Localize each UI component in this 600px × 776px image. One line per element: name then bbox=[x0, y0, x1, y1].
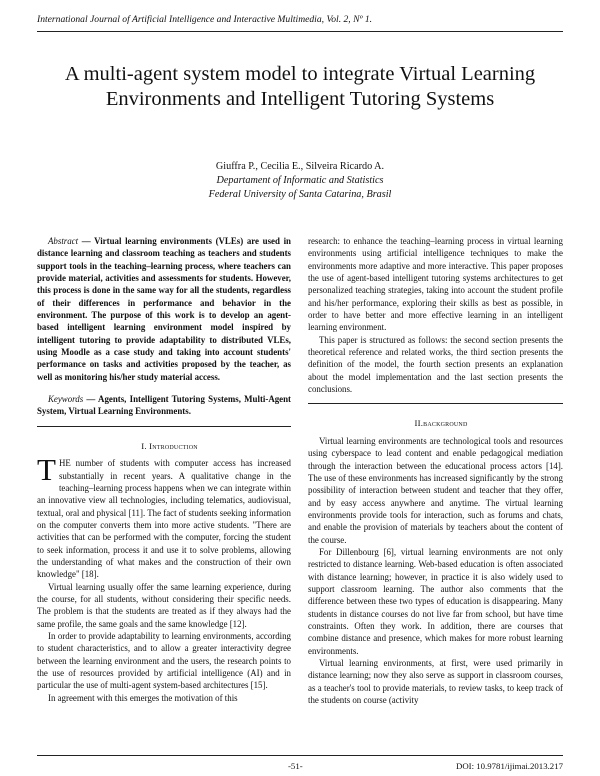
intro-paragraph-5: research: to enhance the teaching–learning process in virtual learning environments using artificial intelligence techniques to make the environments more adaptive and more interactive. This paper proposes the use of agent-based intelligent tutoring systems architectures to get personalized teaching strategies, taking into account the student profile and his/her performance, exploring their skills as best as possible, in order to have better and more effective learning in an intelligent learning environment. bbox=[308, 236, 563, 333]
section-heading-introduction: I. Introduction bbox=[141, 440, 198, 451]
journal-header: International Journal of Artificial Intelligence and Interactive Multimedia, Vol. 2, Nº 1. bbox=[37, 14, 373, 25]
keywords-text: — Agents, Intelligent Tutoring Systems, Multi-Agent System, Virtual Learning Environments. bbox=[37, 394, 291, 417]
intro-paragraph-4: In agreement with this emerges the motivation of this bbox=[48, 692, 238, 703]
background-paragraph-3: Virtual learning environments, at first, were used primarily in distance learning; now they also serve as support in classroom courses, as a teacher's tool to provide materials, to review tasks, to keep track of the students on course (activity bbox=[308, 658, 563, 706]
author-block bbox=[40, 160, 560, 202]
right-column bbox=[308, 235, 563, 706]
author-names: Giuffra P., Cecilia E., Silveira Ricardo A. bbox=[215, 161, 385, 172]
left-column bbox=[37, 235, 291, 704]
abstract-text: — Virtual learning environments (VLEs) are used in distance learning and classroom teaching as teachers and students support tools in the teaching–learning process, where teachers can provide material, activities and assessments for students. However, this process is done in the same way for all the students, regardless of their differences in performance and behavior in the environment. The purpose of this work is to develop an agent-based intelligent learning environment model inspired by intelligent tutoring to provide adaptability to distributed VLEs, using Moodle as a case study and taking into account students' performance on tasks and activities proposed by the teacher, as well as monitoring his/her study material access. bbox=[37, 236, 291, 382]
intro-paragraph-6: This paper is structured as follows: the second section presents the theoretical reference and related works, the third section presents the definition of the model, the fourth section presents an explanation about the model implementation and the last section presents the conclusions. bbox=[308, 334, 563, 395]
section-rule bbox=[37, 426, 291, 427]
background-paragraph-2: For Dillenbourg [6], virtual learning environments are not only restricted to distance learning. Web-based education is often associated with distance learning; however, in practice it is also widely used to support classroom learning. The author also comments that the difference between these two types of education is disappearing. Many students in distance courses do not live far from school, but have time constraints. Often they work. In addition, there are courses that combine distance and presence, which makes for more robust learning environments. bbox=[308, 546, 563, 656]
abstract-label: Abstract bbox=[48, 236, 79, 246]
intro-paragraph-1: THE number of students with computer access has increased substantially in recent years. A qualitative change in the teaching–learning process happens when we can integrate within an innovative view all technologies, including telematics, audiovisual, textual, oral and physical [11]. The fact of students seeking information on the computer converts them into more active students. "There are activities that can be performed with the computer, forcing the student to seek information, process it and use it to solve problems, allowing the understanding of what makes and the construction of their own knowledge" [18]. bbox=[37, 452, 291, 580]
section-rule bbox=[308, 403, 563, 404]
department: Departament of Informatic and Statistics bbox=[216, 175, 384, 186]
paper-title: A multi-agent system model to integrate Virtual Learning Environments and Intelligent Tutoring Systems bbox=[64, 63, 536, 110]
intro-paragraph-2: Virtual learning usually offer the same learning experience, during the course, for all students, without considering their specific needs. The problem is that the students are treated as if they always had the same profile, the same goals and the same knowledge [12]. bbox=[37, 581, 291, 629]
drop-cap: T bbox=[37, 452, 56, 488]
header-rule bbox=[37, 31, 563, 32]
section-heading-background: II.background bbox=[414, 418, 468, 429]
keywords-label: Keywords bbox=[48, 394, 84, 405]
intro-paragraph-3: In order to provide adaptability to learning environments, according to student characteristics, and to allow a greater interactivity degree between the learning environment and the users, the research points to the use of resources provided by artificial intelligence (AI) and in particular the use of multi-agent system-based architectures [15]. bbox=[37, 630, 291, 691]
university: Federal University of Santa Catarina, Brasil bbox=[208, 189, 392, 200]
background-paragraph-1: Virtual learning environments are technological tools and resources using cyberspace to lead content and enable pedagogical mediation through the interaction between the educational process actors [14]. The use of these environments has increased significantly by the strong possibility of interaction between student and teacher that they offer, and by easy access anywhere and anytime. The virtual learning environments provide tools for interaction, such as forums and chats, and enable the provision of materials by teachers about the content of the course. bbox=[308, 435, 563, 545]
doi: DOI: 10.9781/ijimai.2013.217 bbox=[455, 761, 563, 771]
footer-rule bbox=[37, 755, 563, 756]
abstract bbox=[37, 235, 291, 383]
keywords bbox=[37, 393, 291, 418]
page-number: -51- bbox=[288, 761, 303, 771]
